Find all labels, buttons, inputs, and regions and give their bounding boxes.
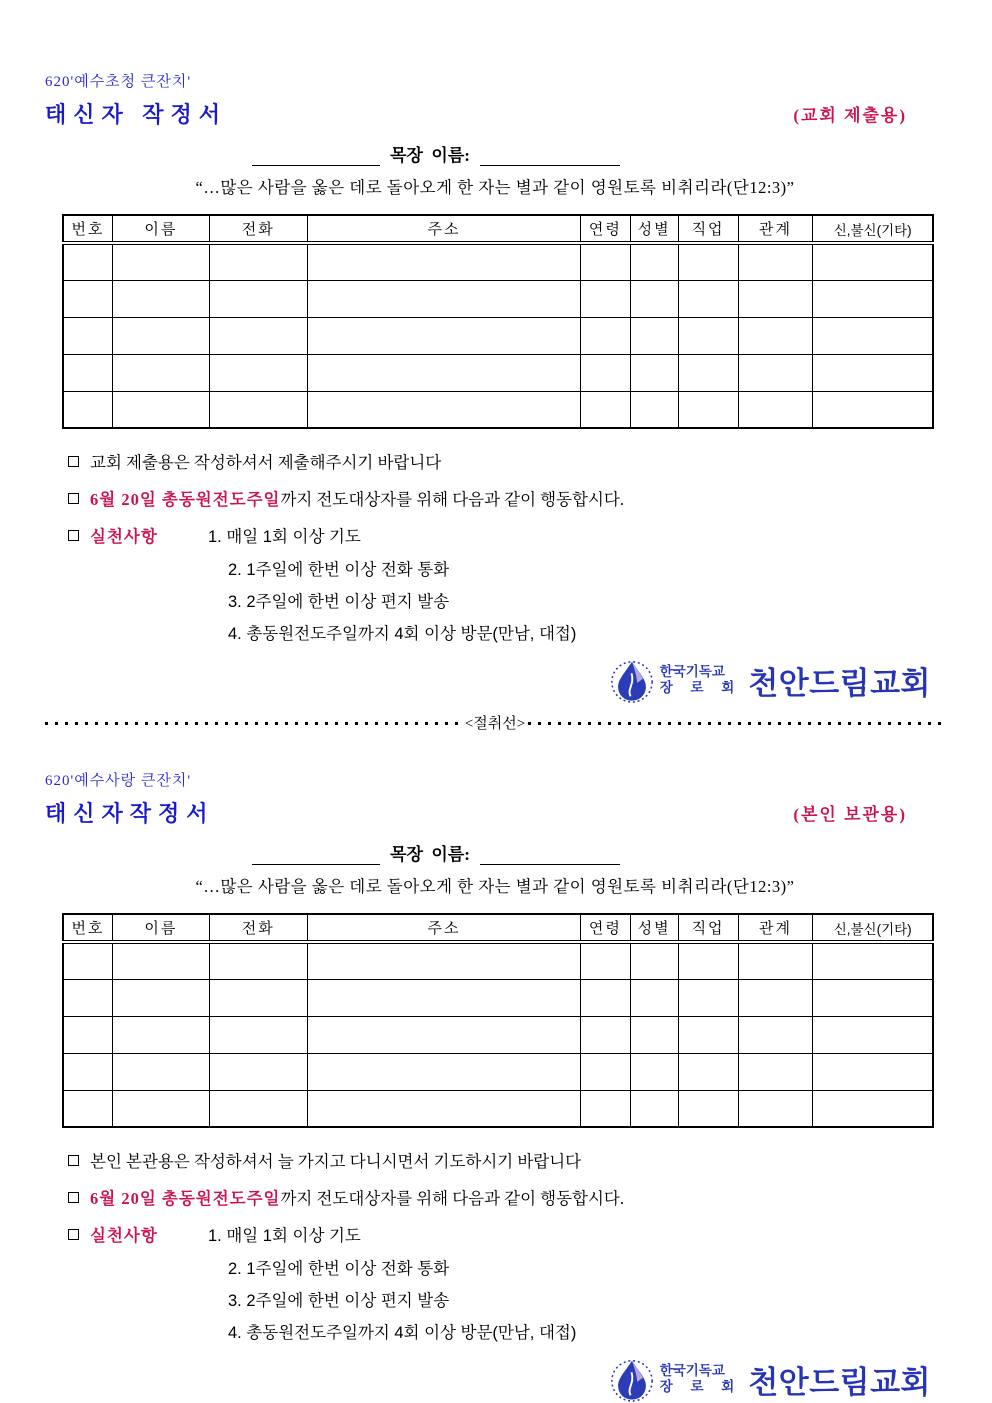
denomination-line2: 장 로 회 <box>659 680 742 695</box>
church-name: 천안드림교회 <box>748 665 931 701</box>
denomination-name <box>660 1363 742 1395</box>
practice-item-list <box>228 1259 945 1343</box>
church-emblem-icon <box>609 656 655 704</box>
col-header-relation: 관계 <box>738 914 813 942</box>
mokjang-name-line <box>45 141 945 166</box>
table-cell <box>63 354 113 391</box>
table-cell <box>307 280 580 317</box>
col-header-name: 이름 <box>113 215 210 243</box>
table-cell <box>630 280 678 317</box>
practice-item: 3. 2주일에 한번 이상 편지 발송 <box>228 593 450 611</box>
table-cell <box>581 354 631 391</box>
checkbox-icon <box>68 1192 79 1203</box>
section-church-copy <box>45 70 945 704</box>
practice-item: 2. 1주일에 한번 이상 전화 통화 <box>228 561 450 579</box>
form-title: 태신자 작정서 <box>45 102 228 127</box>
scripture-verse: “…많은 사람을 옳은 데로 돌아오게 한 자는 별과 같이 영원토록 비취리라(단12:3)” <box>195 178 795 197</box>
table-cell <box>813 1090 933 1127</box>
table-cell <box>307 1090 580 1127</box>
table-row <box>63 1016 933 1053</box>
denomination-line1: 한국기독교 <box>659 663 725 679</box>
checklist-text: 교회 제출용은 작성하셔서 제출해주시기 바랍니다 <box>90 453 442 472</box>
mokjang-label: 목장 <box>390 146 423 165</box>
table-cell <box>63 243 113 280</box>
cut-line-dots-left <box>45 722 462 725</box>
name-underline <box>480 151 620 166</box>
table-cell <box>630 1090 678 1127</box>
col-header-relation: 관계 <box>738 215 813 243</box>
table-cell <box>738 354 813 391</box>
table-cell <box>678 979 738 1016</box>
table-cell <box>581 979 631 1016</box>
table-cell <box>738 243 813 280</box>
table-cell <box>113 1016 210 1053</box>
denomination-line1: 한국기독교 <box>659 1362 725 1378</box>
checklist-date-highlight: 6월 20일 총동원전도주일 <box>90 490 281 509</box>
table-cell <box>307 1016 580 1053</box>
col-header-number: 번호 <box>63 914 113 942</box>
table-cell <box>581 243 631 280</box>
table-cell <box>813 280 933 317</box>
table-cell <box>113 317 210 354</box>
table-cell <box>630 1053 678 1090</box>
denomination-name <box>660 664 742 696</box>
table-cell <box>581 391 631 428</box>
table-cell <box>209 243 307 280</box>
col-header-gender: 성별 <box>630 215 678 243</box>
table-row <box>63 391 933 428</box>
table-cell <box>738 1053 813 1090</box>
form-title: 태신자작정서 <box>45 801 215 826</box>
table-cell <box>630 1016 678 1053</box>
table-cell <box>581 1053 631 1090</box>
table-cell <box>738 1016 813 1053</box>
mokjang-underline <box>252 850 380 865</box>
table-cell <box>581 1090 631 1127</box>
table-cell <box>630 391 678 428</box>
table-cell <box>209 1016 307 1053</box>
table-cell <box>738 317 813 354</box>
table-cell <box>307 979 580 1016</box>
table-row <box>63 243 933 280</box>
section-personal-copy <box>45 769 945 1403</box>
title-row <box>45 98 945 129</box>
event-label: 620'예수사랑 큰잔치' <box>45 773 192 789</box>
checklist-text: 본인 본관용은 작성하셔서 늘 가지고 다니시면서 기도하시기 바랍니다 <box>90 1152 582 1171</box>
cut-line <box>45 712 945 733</box>
table-cell <box>813 979 933 1016</box>
table-cell <box>113 979 210 1016</box>
table-cell <box>581 317 631 354</box>
table-cell <box>630 354 678 391</box>
practice-item-list <box>228 560 945 644</box>
table-row <box>63 280 933 317</box>
table-header-row <box>63 914 933 942</box>
col-header-address: 주소 <box>307 914 580 942</box>
practice-label: 실천사항 <box>90 1226 158 1245</box>
table-cell <box>63 280 113 317</box>
table-cell <box>209 354 307 391</box>
practice-item: 2. 1주일에 한번 이상 전화 통화 <box>228 1260 450 1278</box>
table-cell <box>678 391 738 428</box>
table-row <box>63 1053 933 1090</box>
table-cell <box>209 391 307 428</box>
col-header-age: 연령 <box>581 215 631 243</box>
col-header-name: 이름 <box>113 914 210 942</box>
table-row <box>63 354 933 391</box>
practice-item: 1. 매일 1회 이상 기도 <box>208 528 361 546</box>
practice-item: 3. 2주일에 한번 이상 편지 발송 <box>228 1292 450 1310</box>
table-cell <box>307 1053 580 1090</box>
usage-note: (교회 제출용) <box>793 106 907 125</box>
table-cell <box>813 354 933 391</box>
practice-item: 4. 총동원전도주일까지 4회 이상 방문(만남, 대접) <box>228 1324 577 1342</box>
checklist-item <box>68 449 945 473</box>
table-cell <box>307 391 580 428</box>
mokjang-name-line <box>45 840 945 865</box>
table-cell <box>63 1016 113 1053</box>
col-header-job: 직업 <box>678 914 738 942</box>
table-cell <box>63 979 113 1016</box>
table-cell <box>813 1016 933 1053</box>
col-header-gender: 성별 <box>630 914 678 942</box>
table-cell <box>813 1053 933 1090</box>
col-header-age: 연령 <box>581 914 631 942</box>
church-logo <box>45 656 931 704</box>
table-cell <box>209 979 307 1016</box>
table-cell <box>113 1053 210 1090</box>
table-cell <box>630 979 678 1016</box>
col-header-belief: 신,불신(기타) <box>813 914 933 942</box>
checklist-text: 까지 전도대상자를 위해 다음과 같이 행동합시다. <box>280 490 624 509</box>
table-cell <box>307 243 580 280</box>
col-header-number: 번호 <box>63 215 113 243</box>
usage-note: (본인 보관용) <box>793 805 907 824</box>
cut-line-dots-right <box>528 722 945 725</box>
table-cell <box>738 280 813 317</box>
title-row <box>45 797 945 828</box>
table-cell <box>678 280 738 317</box>
table-cell <box>813 243 933 280</box>
col-header-job: 직업 <box>678 215 738 243</box>
table-cell <box>581 1016 631 1053</box>
church-name: 천안드림교회 <box>748 1364 931 1400</box>
table-cell <box>209 280 307 317</box>
table-cell <box>738 391 813 428</box>
table-cell <box>307 354 580 391</box>
table-cell <box>209 942 307 979</box>
checklist-item <box>68 1148 945 1172</box>
practice-item: 4. 총동원전도주일까지 4회 이상 방문(만남, 대접) <box>228 625 577 643</box>
practice-item: 1. 매일 1회 이상 기도 <box>208 1227 361 1245</box>
mokjang-label: 목장 <box>390 845 423 864</box>
practice-label: 실천사항 <box>90 527 158 546</box>
name-label: 이름: <box>431 845 470 864</box>
table-cell <box>113 354 210 391</box>
table-cell <box>113 1090 210 1127</box>
checklist-item <box>68 523 945 547</box>
denomination-line2: 장 로 회 <box>659 1379 742 1394</box>
checkbox-icon <box>68 493 79 504</box>
table-cell <box>63 1053 113 1090</box>
col-header-phone: 전화 <box>209 914 307 942</box>
prospect-table <box>62 913 934 1128</box>
table-cell <box>209 317 307 354</box>
event-label: 620'예수초청 큰잔치' <box>45 74 192 90</box>
table-cell <box>630 942 678 979</box>
table-cell <box>678 1090 738 1127</box>
scripture-verse: “…많은 사람을 옳은 데로 돌아오게 한 자는 별과 같이 영원토록 비취리라(단12:3)” <box>195 877 795 896</box>
table-header-row <box>63 215 933 243</box>
checkbox-icon <box>68 1155 79 1166</box>
table-cell <box>678 1053 738 1090</box>
prospect-table <box>62 214 934 429</box>
table-cell <box>581 942 631 979</box>
instruction-checklist <box>68 1148 945 1343</box>
table-cell <box>738 979 813 1016</box>
instruction-checklist <box>68 449 945 644</box>
table-row <box>63 979 933 1016</box>
table-cell <box>113 280 210 317</box>
table-cell <box>813 942 933 979</box>
table-cell <box>678 354 738 391</box>
table-cell <box>813 391 933 428</box>
table-cell <box>63 1090 113 1127</box>
table-cell <box>678 317 738 354</box>
name-underline <box>480 850 620 865</box>
checklist-date-highlight: 6월 20일 총동원전도주일 <box>90 1189 281 1208</box>
table-cell <box>813 317 933 354</box>
table-cell <box>581 280 631 317</box>
table-cell <box>63 942 113 979</box>
table-cell <box>738 942 813 979</box>
table-cell <box>678 942 738 979</box>
cut-line-label: <절취선> <box>464 716 526 732</box>
col-header-phone: 전화 <box>209 215 307 243</box>
table-cell <box>209 1053 307 1090</box>
table-row <box>63 942 933 979</box>
table-cell <box>113 391 210 428</box>
table-cell <box>630 243 678 280</box>
table-row <box>63 1090 933 1127</box>
church-emblem-icon <box>609 1355 655 1403</box>
mokjang-underline <box>252 151 380 166</box>
table-cell <box>113 243 210 280</box>
checkbox-icon <box>68 530 79 541</box>
table-cell <box>630 317 678 354</box>
checkbox-icon <box>68 1229 79 1240</box>
church-logo <box>45 1355 931 1403</box>
checklist-item <box>68 1185 945 1209</box>
table-cell <box>678 1016 738 1053</box>
table-cell <box>63 317 113 354</box>
name-label: 이름: <box>431 146 470 165</box>
checklist-text: 까지 전도대상자를 위해 다음과 같이 행동합시다. <box>280 1189 624 1208</box>
table-cell <box>678 243 738 280</box>
table-cell <box>307 317 580 354</box>
table-cell <box>738 1090 813 1127</box>
col-header-belief: 신,불신(기타) <box>813 215 933 243</box>
checkbox-icon <box>68 456 79 467</box>
checklist-item <box>68 1222 945 1246</box>
table-cell <box>113 942 210 979</box>
table-row <box>63 317 933 354</box>
checklist-item <box>68 486 945 510</box>
table-cell <box>63 391 113 428</box>
col-header-address: 주소 <box>307 215 580 243</box>
table-cell <box>307 942 580 979</box>
table-cell <box>209 1090 307 1127</box>
